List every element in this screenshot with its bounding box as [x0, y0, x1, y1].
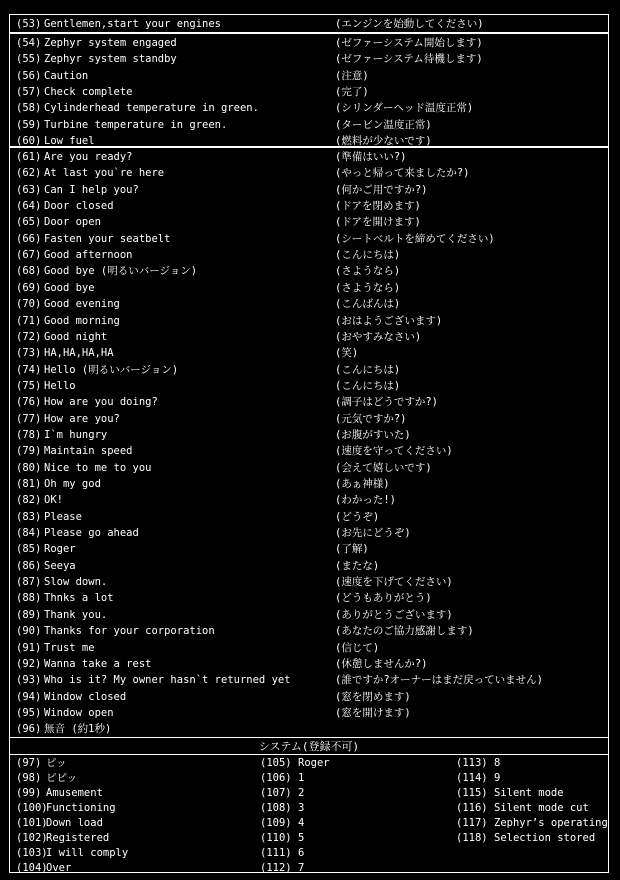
system-item-number: (98): [16, 772, 42, 784]
phrase-row: [10, 247, 608, 263]
phrase-japanese: (会えて嬉しいです): [335, 461, 432, 474]
system-item-number: (102): [16, 832, 48, 844]
phrase-japanese: (おやすみなさい): [335, 330, 422, 343]
phrase-row: [10, 640, 608, 656]
phrase-english: Who is it? My owner hasn`t returned yet: [44, 674, 291, 687]
phrase-japanese: (信じて): [335, 641, 380, 654]
phrase-row: [10, 492, 608, 508]
phrase-number: (58): [16, 102, 42, 115]
phrase-japanese: (シートベルトを締めてください): [335, 232, 495, 245]
phrase-japanese: (ドアを閉めます): [335, 200, 421, 213]
phrase-number: (90): [16, 625, 42, 638]
phrase-row: [10, 672, 608, 688]
phrase-row: [10, 198, 608, 214]
phrase-japanese: (こんにちは): [335, 249, 401, 262]
system-item-number: (100): [16, 802, 48, 814]
phrase-row: [10, 149, 608, 165]
section-system: [9, 737, 609, 873]
phrase-row: [10, 394, 608, 410]
phrase-row: [10, 558, 608, 574]
phrase-row: [10, 378, 608, 394]
phrase-row: [10, 117, 608, 133]
system-item-number: (101): [16, 817, 48, 829]
phrase-japanese: (お先にどうぞ): [335, 527, 411, 540]
phrase-english: At last you`re here: [44, 167, 165, 180]
phrase-english: Thnks a lot: [44, 592, 114, 605]
phrase-row: [10, 345, 608, 361]
phrase-row: [10, 607, 608, 623]
phrase-english: Nice to me to you: [44, 461, 152, 474]
phrase-row: [10, 411, 608, 427]
phrase-row: [10, 574, 608, 590]
phrase-number: (81): [16, 478, 42, 490]
phrase-japanese: (あなたのご協力感謝します): [335, 625, 474, 638]
system-item-label: Registered: [46, 832, 110, 844]
phrase-english: Good afternoon: [44, 249, 133, 262]
phrase-row: [10, 263, 608, 279]
phrase-english: Thank you.: [44, 608, 108, 621]
phrase-japanese: (窓を閉めます): [335, 690, 411, 703]
phrase-japanese: (何かご用ですか?): [335, 183, 428, 196]
phrase-english: Trust me: [44, 641, 95, 654]
phrase-number: (56): [16, 69, 42, 82]
phrase-number: (79): [16, 445, 42, 458]
phrase-number: (53): [16, 18, 42, 30]
system-item-label: Amusement: [46, 787, 103, 799]
phrase-english: Please: [44, 510, 82, 523]
phrase-japanese: (速度を守ってください): [335, 445, 453, 458]
phrase-english: Fasten your seatbelt: [44, 232, 171, 245]
phrase-number: (63): [16, 183, 42, 196]
phrase-number: (55): [16, 53, 42, 66]
phrase-number: (74): [16, 363, 42, 376]
system-item-number: (97): [16, 757, 42, 769]
phrase-row: [10, 590, 608, 606]
phrase-english: Thanks for your corporation: [44, 625, 215, 638]
phrase-japanese: (笑): [335, 347, 359, 360]
system-item-number: (115): [456, 787, 488, 799]
phrase-number: (54): [16, 37, 42, 49]
system-section-title: システム(登録不可): [10, 738, 608, 755]
phrase-english: Hello: [44, 379, 76, 392]
system-item-number: (117): [456, 817, 488, 829]
phrase-row: [10, 329, 608, 345]
system-item-label: Functioning: [46, 802, 116, 814]
phrase-row: [10, 313, 608, 329]
phrase-english: Wanna take a rest: [44, 657, 152, 670]
system-item-label: Over: [46, 862, 72, 874]
phrase-english: Good bye (明るいバージョン): [44, 265, 198, 278]
phrase-japanese: (準備はいい?): [335, 151, 407, 163]
phrase-english: I`m hungry: [44, 428, 108, 441]
phrase-number: (85): [16, 543, 42, 556]
system-item-label: 3: [298, 802, 305, 814]
phrase-number: (60): [16, 135, 42, 148]
phrase-english: Roger: [44, 543, 76, 556]
phrase-japanese: (元気ですか?): [335, 412, 407, 425]
system-item-number: (114): [456, 772, 488, 784]
phrase-number: (78): [16, 428, 42, 441]
phrase-english: Good bye: [44, 281, 95, 294]
system-item-label: I will comply: [46, 847, 129, 859]
phrase-row: [10, 296, 608, 312]
phrase-row: [10, 427, 608, 443]
system-item-label: Silent mode cut: [494, 802, 589, 814]
phrase-english: Caution: [44, 69, 89, 82]
phrase-row: [10, 214, 608, 230]
phrase-japanese: (了解): [335, 543, 369, 556]
phrase-row: [10, 705, 608, 721]
phrase-japanese: (窓を開けます): [335, 706, 411, 719]
phrase-japanese: (さようなら): [335, 265, 401, 278]
system-item-number: (104): [16, 862, 48, 874]
system-item-label: Roger: [298, 757, 330, 769]
phrase-number: (92): [16, 657, 42, 670]
phrase-english: Zephyr system engaged: [44, 37, 177, 49]
phrase-english: OK!: [44, 494, 63, 507]
phrase-number: (95): [16, 706, 42, 719]
phrase-number: (86): [16, 559, 42, 572]
phrase-japanese: (あぁ神様): [335, 478, 390, 490]
phrase-english: Gentlemen,start your engines: [44, 18, 222, 30]
phrase-japanese: (ゼファーシステム開始します): [335, 37, 483, 49]
phrase-english: Low fuel: [44, 135, 95, 148]
phrase-english: HA,HA,HA,HA: [44, 347, 114, 360]
phrase-english: Good evening: [44, 298, 120, 311]
phrase-japanese: (シリンダーヘッド温度正常): [335, 102, 474, 115]
phrase-number: (57): [16, 86, 42, 99]
phrase-english: Good night: [44, 330, 108, 343]
phrase-english: Door closed: [44, 200, 114, 213]
phrase-row: [10, 460, 608, 476]
phrase-row: [10, 541, 608, 557]
phrase-japanese: (やっと帰って来ましたか?): [335, 167, 470, 180]
phrase-english: Window closed: [44, 690, 127, 703]
phrase-number: (61): [16, 151, 42, 163]
phrase-row: [10, 231, 608, 247]
phrase-japanese: (エンジンを始動してください): [335, 18, 484, 30]
system-item-number: (107): [260, 787, 292, 799]
phrase-english: Cylinderhead temperature in green.: [44, 102, 259, 115]
phrase-english: How are you?: [44, 412, 120, 425]
phrase-number: (62): [16, 167, 42, 180]
phrase-english: Maintain speed: [44, 445, 133, 458]
phrase-english: Good morning: [44, 314, 120, 327]
system-item-label: 2: [298, 787, 305, 799]
phrase-english: Zephyr system standby: [44, 53, 177, 66]
system-item-number: (99): [16, 787, 42, 799]
phrase-row: [10, 280, 608, 296]
phrase-number: (72): [16, 330, 42, 343]
phrase-number: (96): [16, 723, 42, 736]
phrase-row: [10, 721, 608, 737]
section-greetings: [9, 147, 609, 738]
phrase-number: (76): [16, 396, 42, 409]
phrase-japanese: (さようなら): [335, 281, 401, 294]
system-item-label: Selection stored: [494, 832, 596, 844]
phrase-number: (88): [16, 592, 42, 605]
phrase-row: [10, 509, 608, 525]
system-item-label: 9: [494, 772, 501, 784]
phrase-japanese: (調子はどうですか?): [335, 396, 438, 409]
phrase-english: Seeya: [44, 559, 76, 572]
section-system-status: [9, 33, 609, 147]
phrase-japanese: (注意): [335, 69, 369, 82]
phrase-japanese: (燃料が少ないです): [335, 135, 432, 148]
phrase-number: (71): [16, 314, 42, 327]
phrase-row: [10, 689, 608, 705]
phrase-number: (80): [16, 461, 42, 474]
phrase-row: [10, 656, 608, 672]
phrase-japanese: (ゼファーシステム待機します): [335, 53, 483, 66]
system-item-label: 5: [298, 832, 305, 844]
phrase-number: (82): [16, 494, 42, 507]
phrase-row: [10, 51, 608, 67]
phrase-number: (89): [16, 608, 42, 621]
phrase-english: Window open: [44, 706, 114, 719]
phrase-number: (77): [16, 412, 42, 425]
system-item-label: 8: [494, 757, 501, 769]
phrase-row: [10, 362, 608, 378]
phrase-row: [10, 443, 608, 459]
phrase-number: (83): [16, 510, 42, 523]
phrase-japanese: (速度を下げてください): [335, 576, 453, 589]
system-item-number: (105): [260, 757, 292, 769]
system-item-number: (110): [260, 832, 292, 844]
system-item-label: Zephyr’s operating: [494, 817, 608, 829]
phrase-japanese: (どうもありがとう): [335, 592, 432, 605]
system-item-number: (108): [260, 802, 292, 814]
phrase-japanese: (お腹がすいた): [335, 428, 411, 441]
phrase-english: Check complete: [44, 86, 133, 99]
phrase-number: (93): [16, 674, 42, 687]
phrase-english: 無音 (約1秒): [44, 723, 112, 736]
phrase-number: (59): [16, 118, 42, 131]
phrase-japanese: (完了): [335, 86, 369, 99]
phrase-number: (70): [16, 298, 42, 311]
phrase-row: [10, 182, 608, 198]
phrase-number: (66): [16, 232, 42, 245]
section-start-engines: [9, 14, 609, 33]
phrase-number: (91): [16, 641, 42, 654]
system-item-number: (111): [260, 847, 292, 859]
system-item-number: (118): [456, 832, 488, 844]
phrase-row: [10, 476, 608, 492]
phrase-japanese: (おはようございます): [335, 314, 443, 327]
phrase-japanese: (こんにちは): [335, 379, 401, 392]
phrase-japanese: (ドアを開けます): [335, 216, 421, 229]
system-item-label: 6: [298, 847, 305, 859]
phrase-japanese: (わかった!): [335, 494, 396, 507]
phrase-english: Hello (明るいバージョン): [44, 363, 179, 376]
phrase-row: [10, 35, 608, 51]
phrase-number: (87): [16, 576, 42, 589]
phrase-english: Door open: [44, 216, 101, 229]
phrase-japanese: (またな): [335, 559, 380, 572]
system-item-label: 7: [298, 862, 305, 874]
phrase-english: How are you doing?: [44, 396, 158, 409]
phrase-number: (73): [16, 347, 42, 360]
phrase-english: Can I help you?: [44, 183, 139, 196]
phrase-number: (84): [16, 527, 42, 540]
phrase-japanese: (休憩しませんか?): [335, 657, 428, 670]
phrase-japanese: (どうぞ): [335, 510, 380, 523]
phrase-number: (64): [16, 200, 42, 213]
phrase-number: (68): [16, 265, 42, 278]
phrase-english: Slow down.: [44, 576, 108, 589]
phrase-japanese: (誰ですか?オーナーはまだ戻っていません): [335, 674, 543, 687]
system-item-label: 1: [298, 772, 305, 784]
phrase-row: [10, 525, 608, 541]
system-item-number: (113): [456, 757, 488, 769]
phrase-number: (94): [16, 690, 42, 703]
phrase-row: [10, 16, 608, 32]
system-item-number: (103): [16, 847, 48, 859]
system-item-number: (112): [260, 862, 292, 874]
phrase-number: (65): [16, 216, 42, 229]
phrase-number: (75): [16, 379, 42, 392]
system-item-label: ピッ: [46, 757, 67, 769]
phrase-japanese: (こんばんは): [335, 298, 401, 311]
phrase-number: (69): [16, 281, 42, 294]
phrase-japanese: (こんにちは): [335, 363, 401, 376]
system-item-number: (106): [260, 772, 292, 784]
phrase-row: [10, 84, 608, 100]
system-item-label: Down load: [46, 817, 103, 829]
phrase-row: [10, 68, 608, 84]
system-item-number: (116): [456, 802, 488, 814]
phrase-japanese: (タービン温度正常): [335, 118, 432, 131]
system-item-label: Silent mode: [494, 787, 564, 799]
phrase-english: Are you ready?: [44, 151, 133, 163]
phrase-english: Turbine temperature in green.: [44, 118, 228, 131]
phrase-row: [10, 623, 608, 639]
phrase-row: [10, 100, 608, 116]
phrase-english: Please go ahead: [44, 527, 139, 540]
phrase-number: (67): [16, 249, 42, 262]
system-item-label: ピピッ: [46, 772, 78, 784]
system-item-label: 4: [298, 817, 305, 829]
phrase-row: [10, 165, 608, 181]
system-item-number: (109): [260, 817, 292, 829]
phrase-english: Oh my god: [44, 478, 101, 490]
phrase-japanese: (ありがとうございます): [335, 608, 453, 621]
